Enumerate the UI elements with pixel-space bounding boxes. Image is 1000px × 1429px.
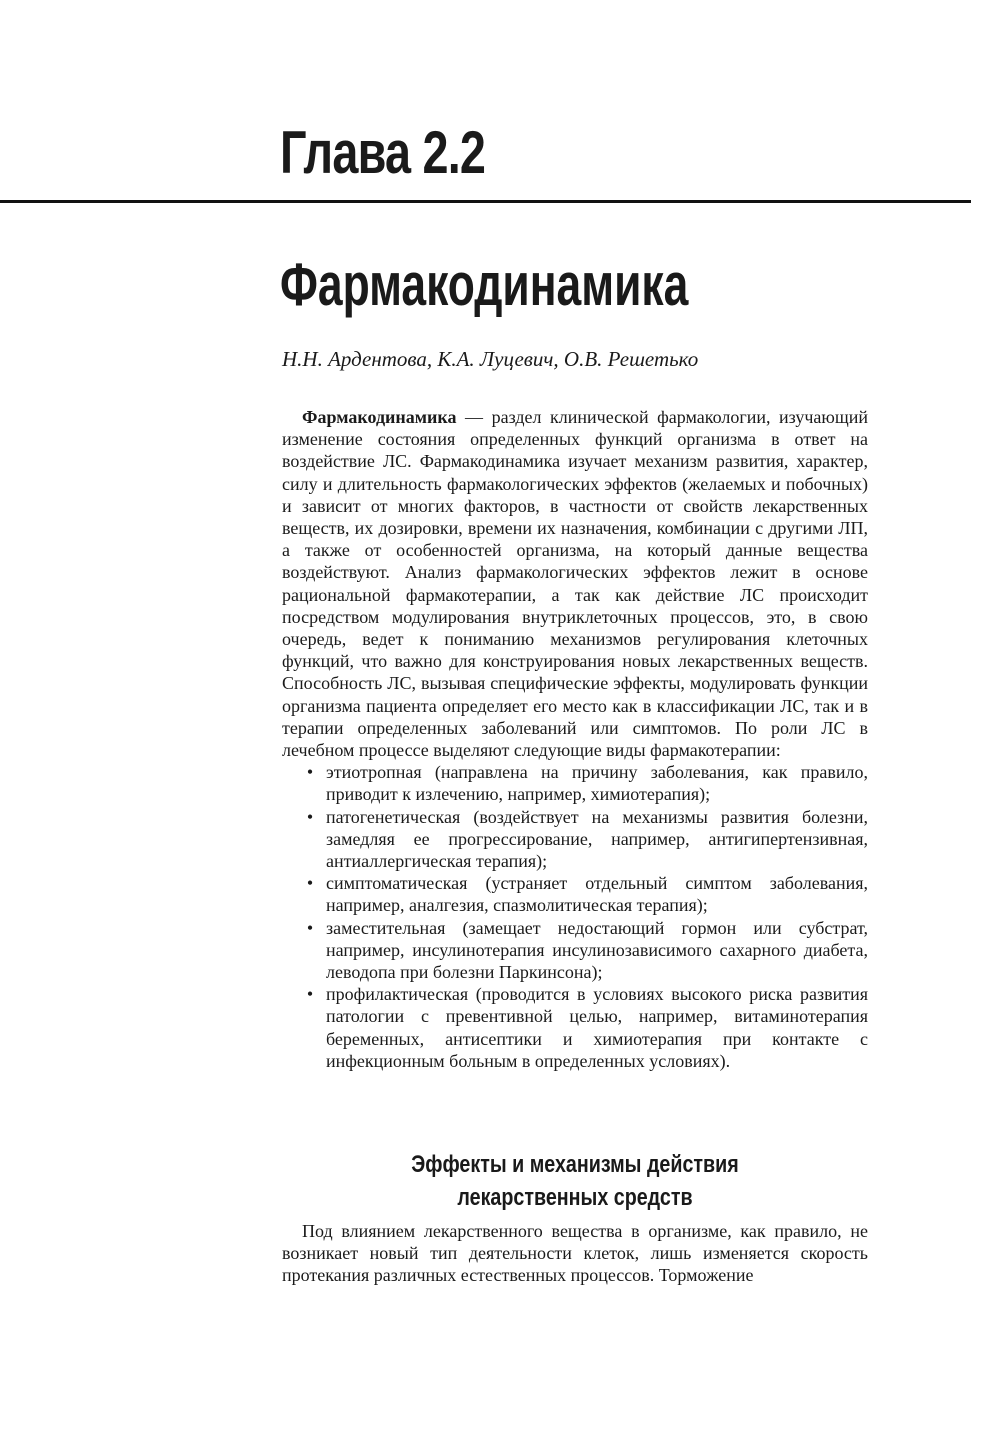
chapter-title: Фармакодинамика [280,251,689,318]
section-body [282,1220,868,1287]
list-item-text: профилактическая (проводится в условиях высокого риска развития патологии с превентивной целью, например, витаминотерапия беременных, антисептики и химиотерапия при контакте с инфекционным больным в определенных условиях). [326,984,868,1071]
list-item [282,917,868,984]
list-item-text: этиотропная (направлена на причину заболевания, как правило, приводит к излечению, например, химиотерапия); [326,762,868,805]
intro-text: — раздел клинической фармакологии, изучающий изменение состояния определенных функций организма в ответ на воздействие ЛС. Фармакодинамика изучает механизм развития, характер, силу и длительность фармакологических эффектов (желаемых и побочных) и зависит от многих факторов, в частности от свойств лекарственных веществ, их дозировки, времени их назначения, комбинации с другими ЛП, а также от особенностей организма, на который данные вещества воздействуют. Анализ фармакологических эффектов лежит в основе рациональной фармакотерапии, а так как действие ЛС происходит посредством модулирования внутриклеточных процессов, это, в свою очередь, ведет к пониманию механизмов регулирования клеточных функций, что важно для конструирования новых лекарственных веществ. Способность ЛС, вызывая специфические эффекты, модулировать функции организма пациента определяет его место как в классификации ЛС, так и в терапии определенных заболеваний или симптомов. По роли ЛС в лечебном процессе выделяют следующие виды фармакотерапии: [282,407,868,761]
chapter-divider [0,200,971,203]
list-item-text: симптоматическая (устраняет отдельный симптом заболевания, например, аналгезия, спазмолитическая терапия); [326,873,868,916]
list-item [282,761,868,805]
bullet: • [306,917,314,938]
list-item [282,872,868,916]
bullet: • [306,806,314,827]
list-item-text: патогенетическая (воздействует на механизмы развития болезни, замедляя ее прогрессирование, например, антигипертензивная, антиаллергическая терапия); [326,806,868,872]
section-heading-line: Эффекты и механизмы действия [411,1151,739,1178]
bullet: • [306,873,314,894]
section-heading-line: лекарственных средств [457,1184,693,1211]
bullet: • [306,984,314,1005]
therapy-types-list [282,761,868,1072]
section-heading [282,1148,868,1214]
intro-section [282,406,868,1072]
intro-term: Фармакодинамика [302,407,457,427]
section-paragraph: Под влиянием лекарственного вещества в организме, как правило, не возникает новый тип деятельности клеток, лишь изменяется скорость протекания различных естественных процессов. Торможение [282,1221,868,1286]
chapter-authors: Н.Н. Ардентова, К.А. Луцевич, О.В. Решетько [282,347,699,371]
bullet: • [306,762,314,783]
list-item-text: заместительная (замещает недостающий гормон или субстрат, например, инсулинотерапия инсулинозависимого сахарного диабета, леводопа при болезни Паркинсона); [326,917,868,983]
intro-paragraph [282,406,868,761]
list-item [282,806,868,873]
list-item [282,983,868,1072]
chapter-label: Глава 2.2 [280,119,486,186]
